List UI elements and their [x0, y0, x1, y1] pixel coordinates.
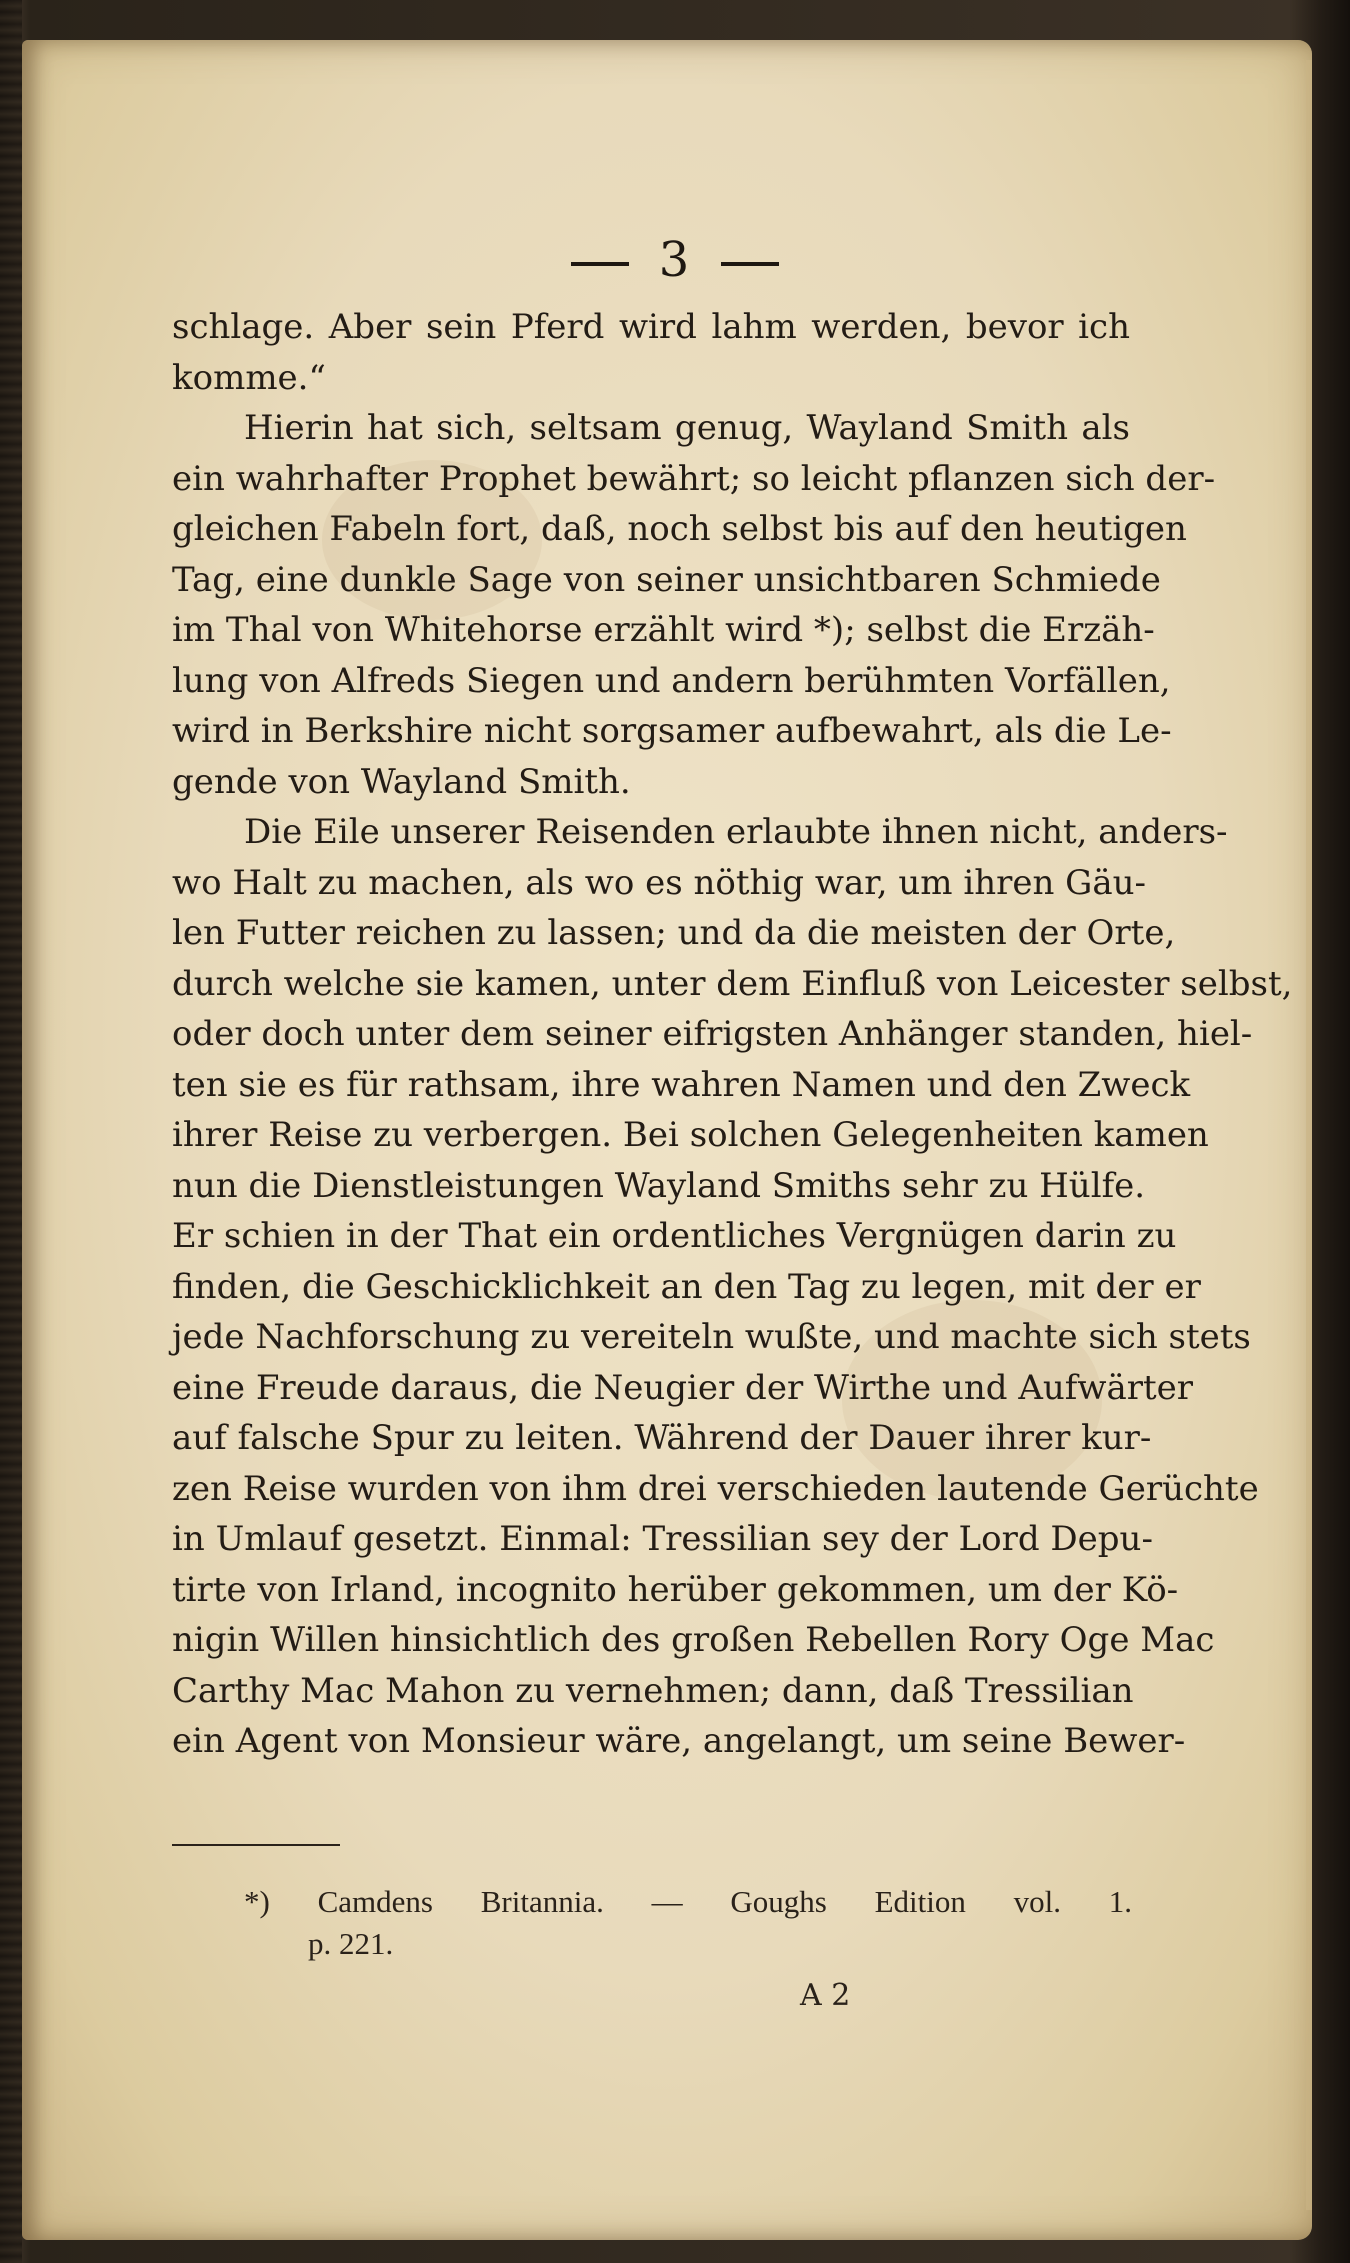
text-line: zen Reise wurden von ihm drei verschieden lautende Gerüchte — [172, 1468, 1259, 1509]
text-line: komme.“ — [172, 357, 326, 398]
text-line: im Thal von Whitehorse erzählt wird *); selbst die Erzäh- — [172, 610, 1155, 650]
text-line: durch welche sie kamen, unter dem Einfluß von Leicester selbst, — [172, 963, 1293, 1004]
text-line: ihrer Reise zu verbergen. Bei solchen Gelegenheiten kamen — [172, 1115, 1209, 1155]
text-line: Er schien in der That ein ordentliches Vergnügen darin zu — [172, 1216, 1177, 1256]
text-line: Hierin hat sich, seltsam genug, Wayland Smith als — [244, 408, 1130, 448]
text-line: gende von Wayland Smith. — [172, 761, 631, 802]
text-line: nun die Dienstleistungen Wayland Smiths sehr zu Hülfe. — [172, 1165, 1146, 1206]
text-line: tirte von Irland, incognito herüber gekommen, um der Kö- — [172, 1569, 1179, 1610]
text-line: len Futter reichen zu lassen; und da die meisten der Orte, — [172, 913, 1176, 953]
text-line: Carthy Mac Mahon zu vernehmen; dann, daß Tressilian — [172, 1670, 1134, 1711]
body-text — [172, 302, 1293, 1767]
header-dash-right — [721, 262, 779, 266]
text-line: eine Freude daraus, die Neugier der Wirthe und Aufwärter — [172, 1367, 1194, 1408]
text-line: Die Eile unserer Reisenden erlaubte ihnen nicht, anders- — [244, 812, 1228, 852]
text-line: Tag, eine dunkle Sage von seiner unsichtbaren Schmiede — [172, 559, 1161, 600]
printer-signature: A 2 — [800, 1978, 851, 2013]
text-line: wird in Berkshire nicht sorgsamer aufbewahrt, als die Le- — [172, 711, 1172, 751]
text-line: oder doch unter dem seiner eifrigsten Anhänger standen, hiel- — [172, 1014, 1253, 1054]
text-line: in Umlauf gesetzt. Einmal: Tressilian sey der Lord Depu- — [172, 1519, 1153, 1559]
page-number: 3 — [658, 232, 692, 288]
page-header — [0, 232, 1350, 288]
text-line: wo Halt zu machen, als wo es nöthig war, um ihren Gäu- — [172, 862, 1146, 903]
footnote-line: *) Camdens Britannia. — Goughs Edition vol. 1. — [244, 1884, 1132, 1919]
text-line: nigin Willen hinsichtlich des großen Rebellen Rory Oge Mac — [172, 1620, 1215, 1660]
footnote-rule — [172, 1844, 340, 1846]
text-line: auf falsche Spur zu leiten. Während der Dauer ihrer kur- — [172, 1418, 1152, 1458]
text-line: jede Nachforschung zu vereiteln wußte, und machte sich stets — [172, 1317, 1251, 1357]
text-line: ein wahrhafter Prophet bewährt; so leicht pflanzen sich der- — [172, 458, 1216, 499]
footnote — [244, 1880, 1132, 1966]
text-line: lung von Alfreds Siegen und andern berühmten Vorfällen, — [172, 660, 1171, 701]
text-line: gleichen Fabeln fort, daß, noch selbst bis auf den heutigen — [172, 509, 1187, 549]
page-edge — [1306, 60, 1312, 2210]
text-line: ein Agent von Monsieur wäre, angelangt, um seine Bewer- — [172, 1721, 1186, 1761]
book-spine-edge — [0, 0, 22, 2263]
text-line: finden, die Geschicklichkeit an den Tag zu legen, mit der er — [172, 1266, 1201, 1307]
text-line: schlage. Aber sein Pferd wird lahm werden, bevor ich — [172, 307, 1130, 347]
text-line: ten sie es für rathsam, ihre wahren Namen und den Zweck — [172, 1064, 1191, 1105]
header-dash-left — [571, 262, 629, 266]
footnote-line: p. 221. — [308, 1926, 394, 1961]
